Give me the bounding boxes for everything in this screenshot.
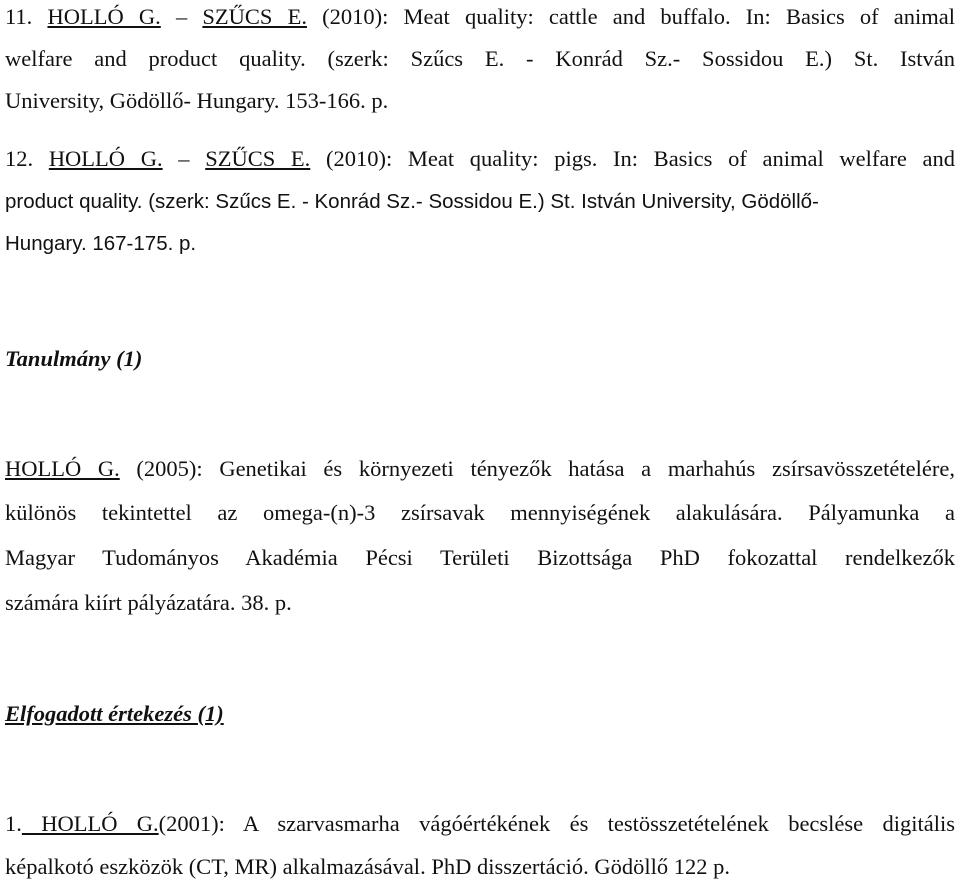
- thesis-line-2: képalkotó eszközök (CT, MR) alkalmazásával. PhD disszertáció. Gödöllő 122 p.: [5, 854, 731, 879]
- author-hollo: HOLLÓ G.: [48, 146, 163, 171]
- study-line-1: [5, 456, 955, 482]
- section-heading-study: Tanulmány (1): [5, 346, 143, 371]
- reference-12-line-3: Hungary. 167-175. p.: [5, 232, 197, 255]
- reference-11-line-1: [5, 4, 955, 30]
- study-text: (2005): Genetikai és környezeti tényezők hatása a marhahús zsírsavösszetételére,: [119, 456, 955, 481]
- author-hollo: HOLLÓ G.: [21, 811, 159, 836]
- reference-12-line-2: product quality. (szerk: Szűcs E. - Konrád Sz.- Sossidou E.) St. István University, Gödöllő-: [5, 190, 819, 213]
- reference-number: 12.: [5, 146, 34, 171]
- author-dash: –: [160, 4, 203, 29]
- author-dash: –: [162, 146, 206, 171]
- study-line-4: számára kiírt pályázatára. 38. p.: [5, 590, 292, 615]
- section-heading-thesis: Elfogadott értekezés (1): [5, 701, 224, 726]
- thesis-text: (2001): A szarvasmarha vágóértékének és testösszetételének becslése digitális: [158, 811, 955, 836]
- study-line-3: Magyar Tudományos Akadémia Pécsi Területi Bizottsága PhD fokozattal rendelkezők: [5, 545, 955, 570]
- reference-11-line-2: welfare and product quality. (szerk: Szűcs E. - Konrád Sz.- Sossidou E.) St. István: [5, 46, 955, 71]
- reference-text: (2010): Meat quality: cattle and buffalo. In: Basics of animal: [306, 4, 956, 29]
- reference-12-line-1: [5, 146, 955, 172]
- thesis-line-1: [5, 811, 955, 837]
- author-szucs: SZŰCS E.: [202, 4, 307, 29]
- author-hollo: HOLLÓ G.: [47, 4, 161, 29]
- reference-text: (2010): Meat quality: pigs. In: Basics of animal welfare and: [310, 146, 956, 171]
- author-szucs: SZŰCS E.: [205, 146, 311, 171]
- reference-number: 11.: [5, 4, 33, 29]
- thesis-number: 1.: [5, 811, 22, 836]
- author-hollo: HOLLÓ G.: [5, 456, 120, 481]
- study-line-2: különös tekintettel az omega-(n)-3 zsírsavak mennyiségének alakulására. Pályamunka a: [5, 500, 955, 525]
- reference-11-line-3: University, Gödöllő- Hungary. 153-166. p.: [5, 88, 389, 113]
